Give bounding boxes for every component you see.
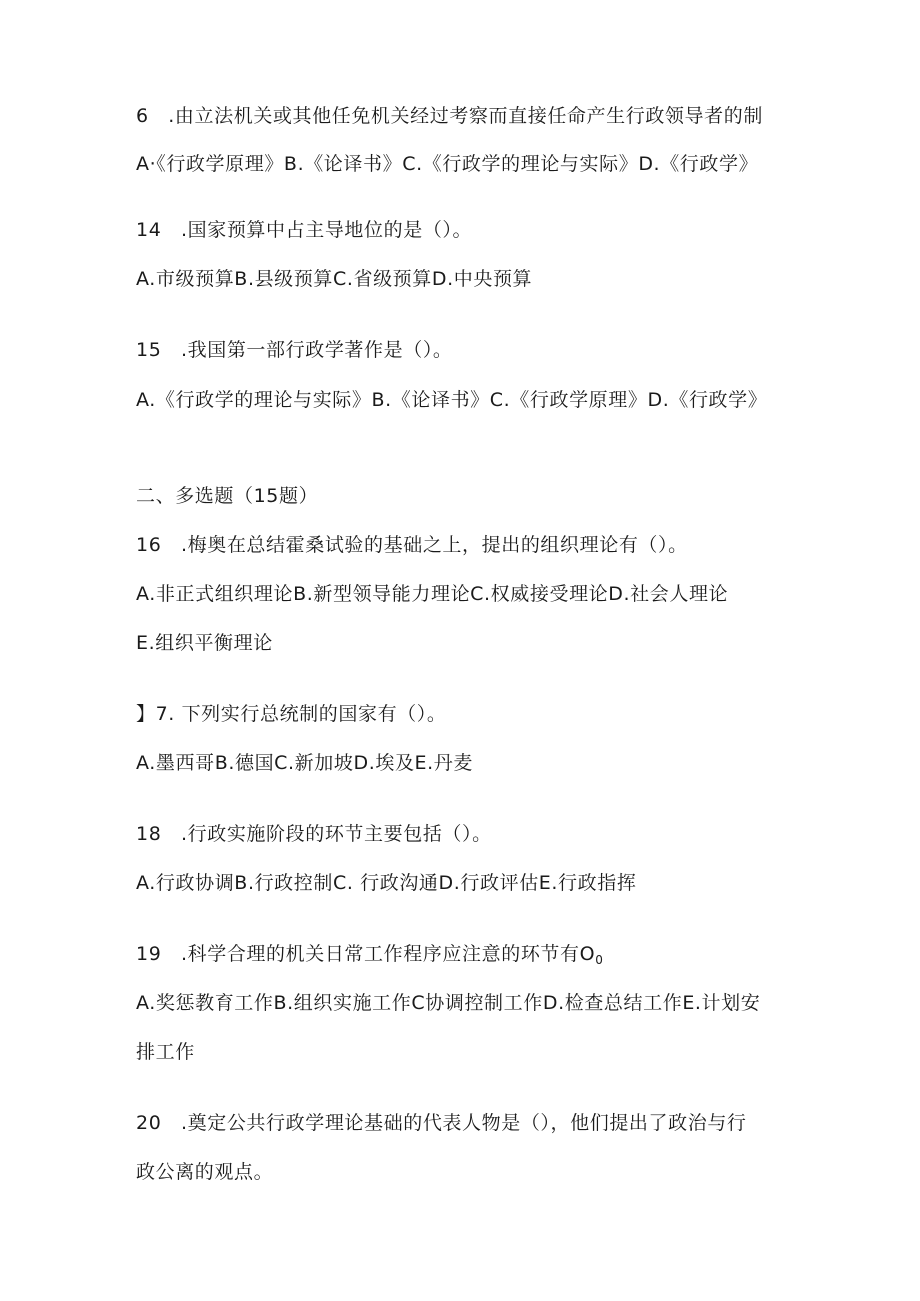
question-16-options: A.非正式组织理论B.新型领导能力理论C.权威接受理论D.社会人理论 [136, 583, 729, 605]
question-6-options: A·《行政学原理》B.《论译书》C.《行政学的理论与实际》D.《行政学》 [136, 153, 759, 175]
question-16-text: 16 .梅奥在总结霍桑试验的基础之上，提出的组织理论有（）。 [136, 534, 688, 556]
question-14-text: 14 .国家预算中占主导地位的是（）。 [136, 219, 473, 241]
question-16-options-continued: E.组织平衡理论 [136, 632, 273, 654]
question-19-text [136, 941, 790, 973]
question-20-text-continued: 政公离的观点。 [136, 1161, 274, 1183]
question-19-main: 19 .科学合理的机关日常工作程序应注意的环节有O [136, 943, 596, 965]
question-17-options: A.墨西哥B.德国C.新加坡D.埃及E.丹麦 [136, 752, 473, 774]
question-14-options: A.市级预算B.县级预算C.省级预算D.中央预算 [136, 268, 533, 290]
question-6-text: 6 .由立法机关或其他任免机关经过考察而直接任命产生行政领导者的制 [136, 105, 763, 127]
question-18-options: A.行政协调B.行政控制C. 行政沟通D.行政评估E.行政指挥 [136, 872, 637, 894]
question-20-text: 20 .奠定公共行政学理论基础的代表人物是（），他们提出了政治与行 [136, 1112, 747, 1134]
question-17-text: 】7. 下列实行总统制的国家有（）。 [136, 703, 447, 725]
question-15-text: 15 .我国第一部行政学著作是（）。 [136, 339, 453, 361]
question-19-options-continued: 排工作 [136, 1041, 195, 1063]
section-heading-multiple-choice: 二、多选题（15题） [136, 485, 319, 507]
question-19-options: A.奖惩教育工作B.组织实施工作C协调控制工作D.检查总结工作E.计划安 [136, 992, 761, 1014]
question-19-subscript: 0 [595, 953, 604, 967]
question-18-text: 18 .行政实施阶段的环节主要包括（）。 [136, 823, 492, 845]
question-15-options: A.《行政学的理论与实际》B.《论译书》C.《行政学原理》D.《行政学》 [136, 389, 768, 411]
